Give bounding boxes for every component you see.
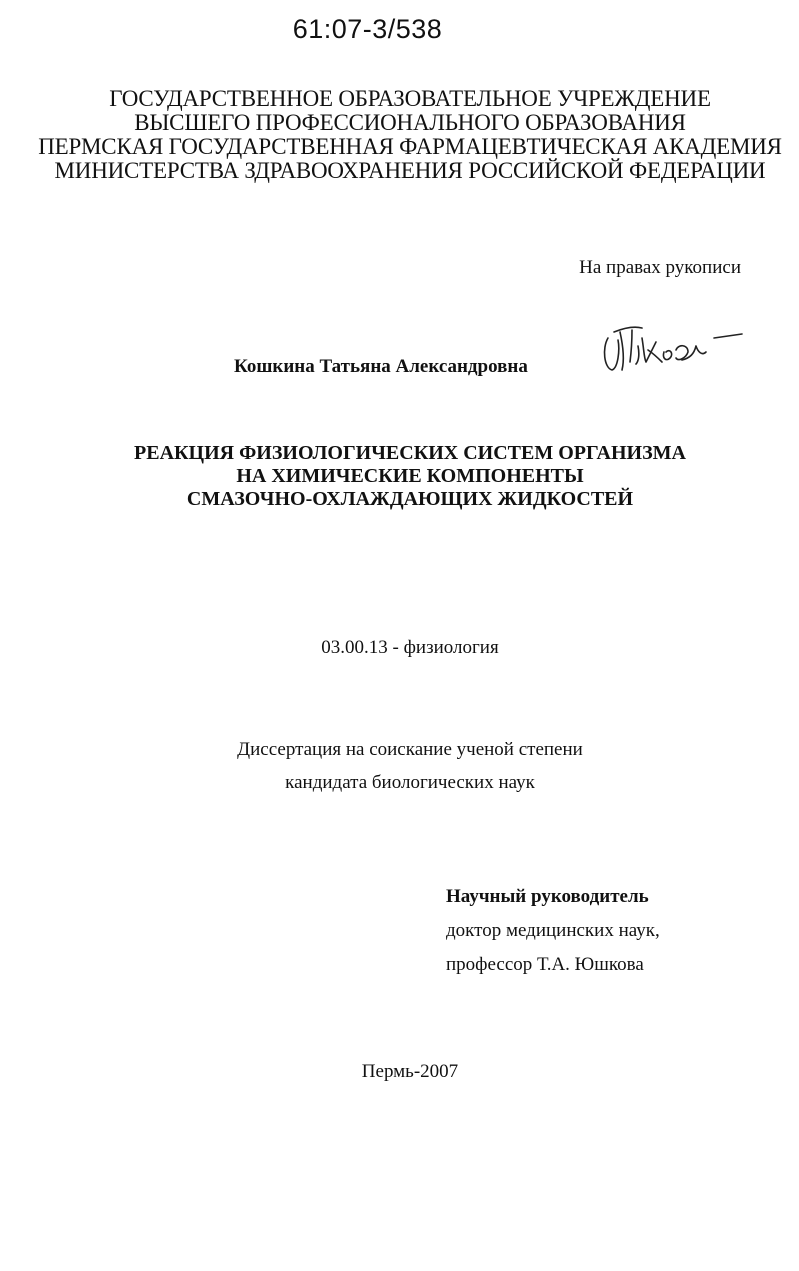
rights-note: На правах рукописи	[579, 257, 741, 278]
city-year: Пермь-2007	[361, 1061, 459, 1082]
scientific-advisor	[446, 880, 660, 982]
advisor-degree: доктор медицинских наук,	[446, 920, 660, 941]
institution-line-2: ВЫСШЕГО ПРОФЕССИОНАЛЬНОГО ОБРАЗОВАНИЯ	[134, 110, 686, 135]
author-name: Кошкина Татьяна Александровна	[234, 356, 528, 377]
degree-line-1: Диссертация на соискание ученой степени	[237, 739, 583, 760]
stamp-code: 61:07-3/538	[292, 14, 443, 44]
institution-line-4: МИНИСТЕРСТВА ЗДРАВООХРАНЕНИЯ РОССИЙСКОЙ ФЕДЕРАЦИИ	[54, 158, 766, 183]
title-line-1: РЕАКЦИЯ ФИЗИОЛОГИЧЕСКИХ СИСТЕМ ОРГАНИЗМА	[134, 442, 686, 464]
advisor-name: профессор Т.А. Юшкова	[446, 954, 644, 975]
institution-line-3: ПЕРМСКАЯ ГОСУДАРСТВЕННАЯ ФАРМАЦЕВТИЧЕСКАЯ АКАДЕМИЯ	[38, 134, 782, 159]
institution-header	[0, 87, 799, 183]
dissertation-title	[0, 442, 799, 511]
specialty-code: 03.00.13 - физиология	[321, 637, 499, 658]
advisor-heading: Научный руководитель	[446, 886, 649, 907]
title-line-3: СМАЗОЧНО-ОХЛАЖДАЮЩИХ ЖИДКОСТЕЙ	[186, 488, 634, 510]
institution-line-1: ГОСУДАРСТВЕННОЕ ОБРАЗОВАТЕЛЬНОЕ УЧРЕЖДЕНИЕ	[109, 86, 711, 111]
handwritten-signature	[598, 310, 748, 380]
degree-line-2: кандидата биологических наук	[285, 772, 535, 793]
degree-statement	[0, 733, 799, 799]
title-line-2: НА ХИМИЧЕСКИЕ КОМПОНЕНТЫ	[236, 465, 584, 487]
